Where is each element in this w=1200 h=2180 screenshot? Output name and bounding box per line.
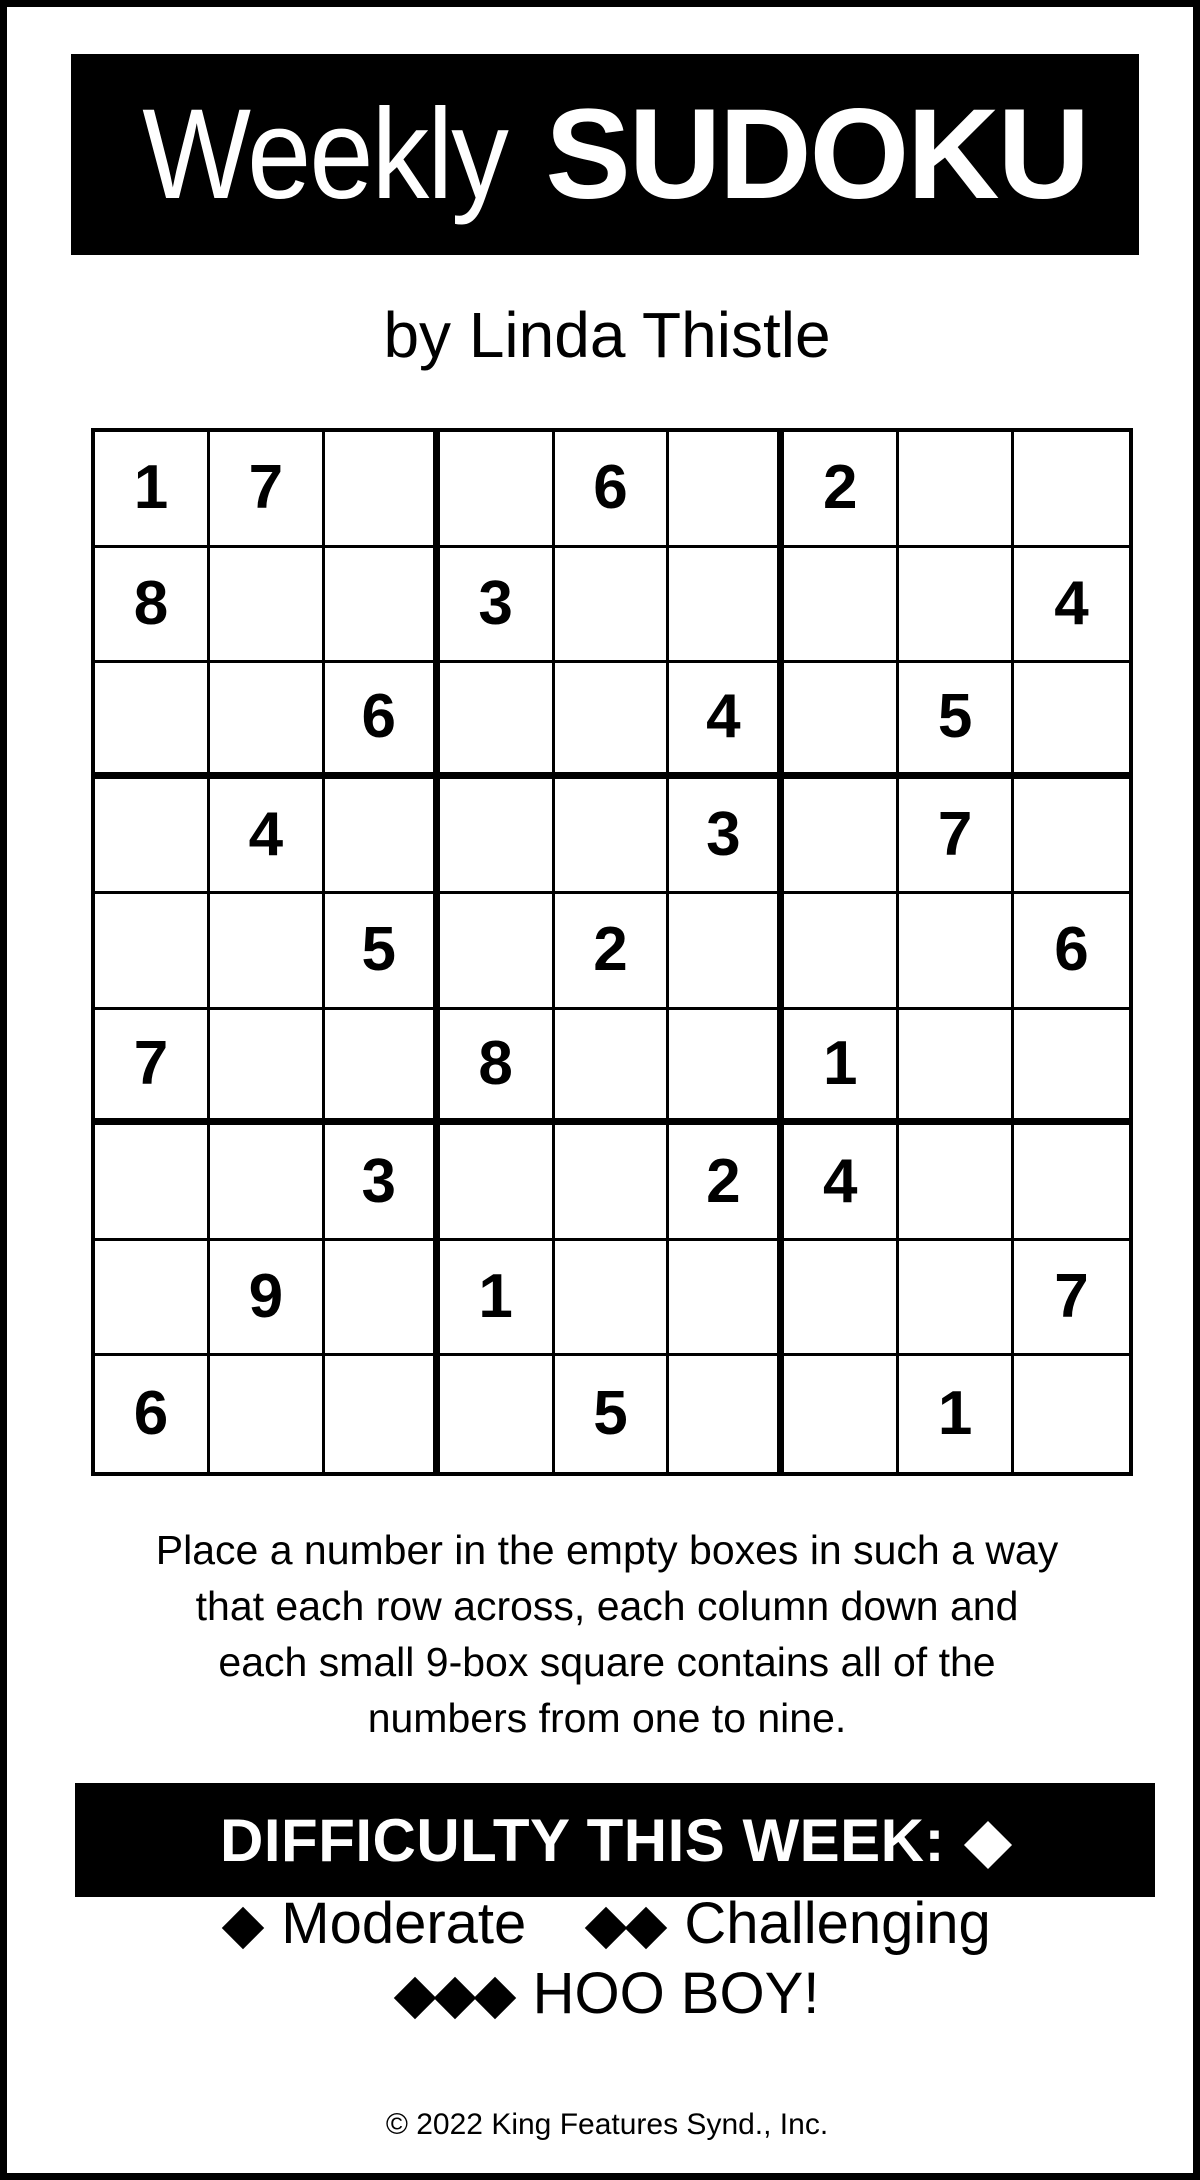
empty-cell[interactable] [95, 1241, 210, 1357]
given-cell: 5 [555, 1356, 670, 1472]
empty-cell[interactable] [669, 548, 784, 664]
diamond-icon [473, 1976, 515, 2018]
empty-cell[interactable] [669, 1356, 784, 1472]
title-bold: SUDOKU [545, 82, 1088, 226]
instructions-line: that each row across, each column down and [195, 1583, 1019, 1629]
given-cell: 3 [325, 1125, 440, 1241]
given-cell: 4 [1014, 548, 1129, 664]
instructions [77, 1522, 1137, 1746]
empty-cell[interactable] [440, 1356, 555, 1472]
empty-cell[interactable] [210, 894, 325, 1010]
legend-label: HOO BOY! [532, 1961, 820, 2026]
empty-cell[interactable] [210, 548, 325, 664]
empty-cell[interactable] [669, 894, 784, 1010]
empty-cell[interactable] [210, 1125, 325, 1241]
diamond-icon [585, 1906, 627, 1948]
empty-cell[interactable] [440, 779, 555, 895]
empty-cell[interactable] [325, 1010, 440, 1126]
given-cell: 7 [210, 432, 325, 548]
given-cell: 8 [95, 548, 210, 664]
empty-cell[interactable] [555, 1125, 670, 1241]
instructions-line: numbers from one to nine. [367, 1695, 847, 1741]
empty-cell[interactable] [555, 663, 670, 779]
given-cell: 8 [440, 1010, 555, 1126]
given-cell: 3 [669, 779, 784, 895]
difficulty-legend-row [7, 1959, 1200, 2029]
diamond-icon [222, 1906, 264, 1948]
empty-cell[interactable] [325, 548, 440, 664]
empty-cell[interactable] [325, 779, 440, 895]
empty-cell[interactable] [440, 663, 555, 779]
given-cell: 6 [95, 1356, 210, 1472]
empty-cell[interactable] [669, 432, 784, 548]
empty-cell[interactable] [325, 1241, 440, 1357]
empty-cell[interactable] [210, 1356, 325, 1472]
empty-cell[interactable] [784, 894, 899, 1010]
empty-cell[interactable] [555, 1010, 670, 1126]
empty-cell[interactable] [325, 432, 440, 548]
given-cell: 5 [325, 894, 440, 1010]
given-cell: 3 [440, 548, 555, 664]
legend-item-hoo-boy [395, 1959, 820, 2029]
empty-cell[interactable] [899, 1010, 1014, 1126]
empty-cell[interactable] [95, 894, 210, 1010]
instructions-line: Place a number in the empty boxes in such a way [155, 1527, 1059, 1573]
title-banner [71, 54, 1139, 255]
difficulty-label: DIFFICULTY THIS WEEK: [220, 1806, 945, 1874]
empty-cell[interactable] [669, 1241, 784, 1357]
byline: by Linda Thistle [383, 299, 831, 371]
given-cell: 1 [784, 1010, 899, 1126]
empty-cell[interactable] [899, 894, 1014, 1010]
empty-cell[interactable] [784, 663, 899, 779]
given-cell: 6 [555, 432, 670, 548]
empty-cell[interactable] [555, 779, 670, 895]
difficulty-legend-row [7, 1889, 1200, 1959]
empty-cell[interactable] [784, 779, 899, 895]
empty-cell[interactable] [784, 548, 899, 664]
empty-cell[interactable] [784, 1241, 899, 1357]
empty-cell[interactable] [1014, 1356, 1129, 1472]
sudoku-grid [91, 428, 1133, 1476]
empty-cell[interactable] [95, 1125, 210, 1241]
empty-cell[interactable] [440, 894, 555, 1010]
empty-cell[interactable] [899, 1125, 1014, 1241]
legend-item-challenging [586, 1889, 990, 1959]
given-cell: 1 [899, 1356, 1014, 1472]
empty-cell[interactable] [1014, 663, 1129, 779]
difficulty-banner [75, 1783, 1155, 1897]
empty-cell[interactable] [1014, 779, 1129, 895]
given-cell: 4 [669, 663, 784, 779]
empty-cell[interactable] [95, 779, 210, 895]
instructions-line: each small 9-box square contains all of the [218, 1639, 996, 1685]
empty-cell[interactable] [325, 1356, 440, 1472]
given-cell: 7 [95, 1010, 210, 1126]
empty-cell[interactable] [899, 1241, 1014, 1357]
legend-label: Moderate [281, 1891, 527, 1956]
diamond-icon [625, 1906, 667, 1948]
legend-item-moderate [223, 1889, 526, 1959]
copyright: © 2022 King Features Synd., Inc. [385, 2108, 829, 2141]
empty-cell[interactable] [784, 1356, 899, 1472]
given-cell: 9 [210, 1241, 325, 1357]
given-cell: 7 [1014, 1241, 1129, 1357]
empty-cell[interactable] [899, 432, 1014, 548]
empty-cell[interactable] [1014, 1010, 1129, 1126]
empty-cell[interactable] [210, 1010, 325, 1126]
given-cell: 4 [784, 1125, 899, 1241]
page-title [122, 82, 1088, 226]
diamond-icon [393, 1976, 435, 2018]
given-cell: 2 [784, 432, 899, 548]
difficulty-rating [945, 1806, 1010, 1875]
legend-label: Challenging [684, 1891, 991, 1956]
given-cell: 6 [325, 663, 440, 779]
given-cell: 1 [440, 1241, 555, 1357]
empty-cell[interactable] [1014, 432, 1129, 548]
given-cell: 2 [669, 1125, 784, 1241]
empty-cell[interactable] [440, 1125, 555, 1241]
diamond-icon [433, 1976, 475, 2018]
title-regular: Weekly [142, 82, 508, 226]
empty-cell[interactable] [210, 663, 325, 779]
given-cell: 4 [210, 779, 325, 895]
given-cell: 6 [1014, 894, 1129, 1010]
empty-cell[interactable] [899, 548, 1014, 664]
empty-cell[interactable] [555, 1241, 670, 1357]
empty-cell[interactable] [440, 432, 555, 548]
empty-cell[interactable] [669, 1010, 784, 1126]
given-cell: 5 [899, 663, 1014, 779]
given-cell: 2 [555, 894, 670, 1010]
empty-cell[interactable] [1014, 1125, 1129, 1241]
diamond-icon [964, 1821, 1012, 1869]
empty-cell[interactable] [555, 548, 670, 664]
given-cell: 1 [95, 432, 210, 548]
empty-cell[interactable] [95, 663, 210, 779]
given-cell: 7 [899, 779, 1014, 895]
